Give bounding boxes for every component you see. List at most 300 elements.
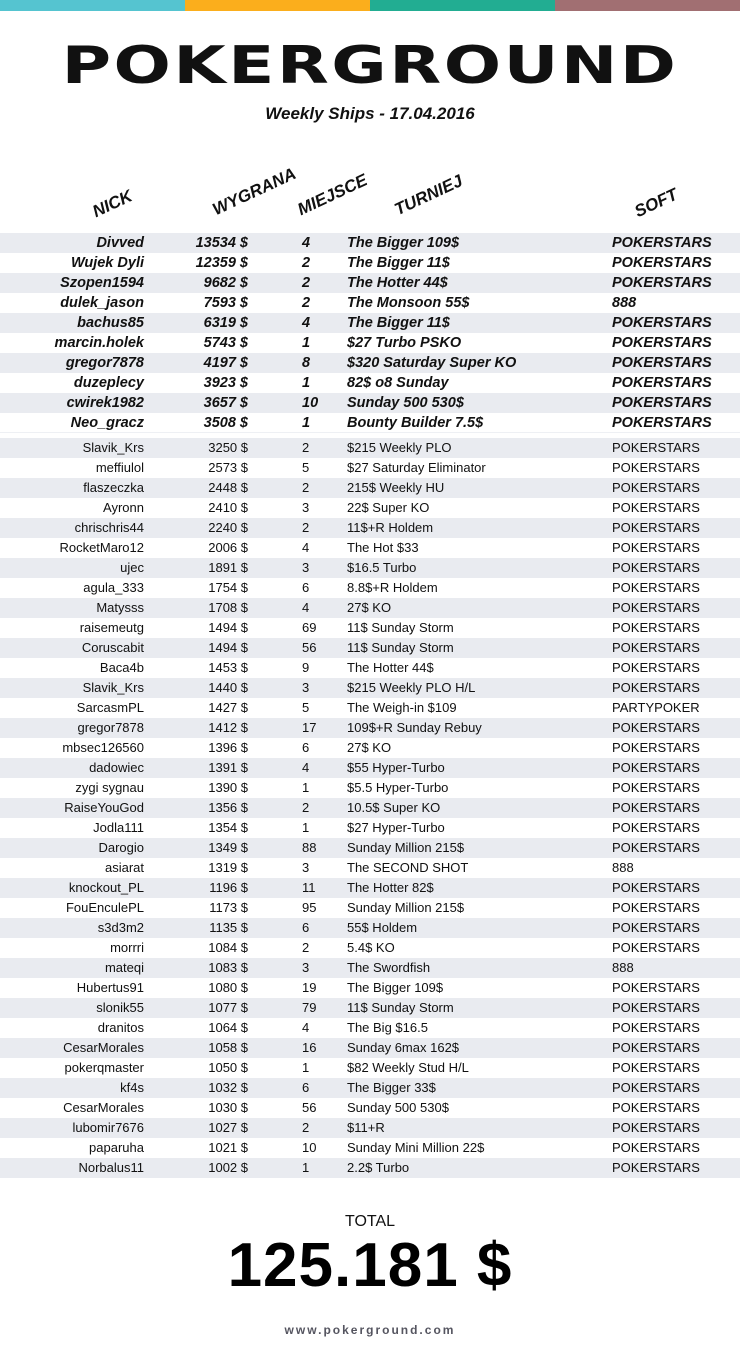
cell-nick: lubomir7676 — [72, 1120, 144, 1135]
cell-nick: agula_333 — [83, 580, 144, 595]
cell-winnings: 1135 $ — [209, 920, 248, 935]
cell-software: POKERSTARS — [612, 500, 700, 515]
cell-tournament: The Bigger 33$ — [347, 1080, 436, 1095]
cell-nick: CesarMorales — [63, 1100, 144, 1115]
cell-nick: Wujek Dyli — [70, 255, 144, 271]
cell-place: 56 — [302, 1100, 317, 1115]
cell-software: POKERSTARS — [612, 760, 700, 775]
table-row — [0, 253, 740, 273]
cell-tournament: 27$ KO — [347, 600, 392, 615]
cell-winnings: 12359 $ — [195, 255, 248, 271]
cell-winnings: 1050 $ — [208, 1060, 248, 1075]
cell-software: POKERSTARS — [612, 720, 700, 735]
cell-place: 4 — [302, 760, 310, 775]
cell-software: POKERSTARS — [612, 1140, 700, 1155]
cell-tournament: 8.8$+R Holdem — [347, 580, 438, 595]
cell-software: POKERSTARS — [612, 415, 712, 431]
cell-tournament: 27$ KO — [347, 740, 392, 755]
cell-winnings: 1754 $ — [208, 580, 248, 595]
table-row — [0, 658, 740, 678]
table-row — [0, 1018, 740, 1038]
cell-place: 1 — [302, 335, 311, 351]
cell-tournament: The Hotter 44$ — [347, 660, 434, 675]
cell-tournament: Sunday 500 530$ — [347, 395, 464, 411]
cell-nick: s3d3m2 — [97, 920, 144, 935]
cell-tournament: 11$ Sunday Storm — [347, 1000, 454, 1015]
color-stripe-bar — [0, 0, 740, 11]
cell-tournament: The Bigger 11$ — [347, 255, 450, 271]
column-header-turniej: TURNIEJ — [391, 171, 466, 220]
cell-software: POKERSTARS — [612, 1040, 700, 1055]
cell-software: POKERSTARS — [612, 1060, 700, 1075]
cell-tournament: Sunday Million 215$ — [347, 900, 465, 915]
table-row — [0, 458, 740, 478]
cell-place: 2 — [302, 295, 311, 311]
cell-winnings: 1396 $ — [208, 740, 248, 755]
cell-winnings: 1356 $ — [208, 800, 248, 815]
table-row — [0, 998, 740, 1018]
cell-winnings: 1080 $ — [208, 980, 248, 995]
table-row — [0, 1038, 740, 1058]
cell-place: 6 — [302, 1080, 310, 1095]
cell-software: POKERSTARS — [612, 395, 712, 411]
cell-tournament: 215$ Weekly HU — [347, 480, 445, 495]
cell-software: POKERSTARS — [612, 1100, 700, 1115]
cell-winnings: 1494 $ — [208, 620, 248, 635]
cell-nick: chrischris44 — [74, 520, 144, 535]
cell-tournament: $27 Saturday Eliminator — [347, 460, 486, 475]
cell-software: PARTYPOKER — [612, 700, 700, 715]
cell-nick: Matysss — [96, 600, 144, 615]
cell-place: 2 — [302, 1120, 310, 1135]
cell-software: POKERSTARS — [612, 640, 700, 655]
cell-place: 2 — [302, 255, 311, 271]
cell-winnings: 2410 $ — [208, 500, 248, 515]
stripe-segment-2 — [185, 0, 370, 11]
column-header-wygrana: WYGRANA — [209, 163, 299, 220]
cell-software: 888 — [612, 860, 634, 875]
cell-place: 9 — [302, 660, 310, 675]
cell-tournament: 5.4$ KO — [347, 940, 395, 955]
cell-nick: knockout_PL — [68, 880, 144, 895]
cell-software: POKERSTARS — [612, 480, 700, 495]
cell-nick: Slavik_Krs — [82, 440, 144, 455]
cell-software: POKERSTARS — [612, 520, 700, 535]
cell-nick: Darogio — [98, 840, 144, 855]
cell-software: POKERSTARS — [612, 275, 712, 291]
cell-tournament: The SECOND SHOT — [347, 860, 469, 875]
cell-nick: gregor7878 — [77, 720, 144, 735]
cell-tournament: 82$ o8 Sunday — [347, 375, 449, 391]
cell-winnings: 1453 $ — [208, 660, 248, 675]
cell-tournament: The Bigger 109$ — [347, 235, 460, 251]
cell-place: 56 — [302, 640, 317, 655]
table-row — [0, 1078, 740, 1098]
cell-tournament: Sunday 6max 162$ — [347, 1040, 460, 1055]
cell-winnings: 3508 $ — [203, 415, 248, 431]
cell-place: 19 — [302, 980, 317, 995]
cell-place: 3 — [302, 680, 310, 695]
table-row — [0, 1138, 740, 1158]
table-row — [0, 293, 740, 313]
cell-winnings: 1002 $ — [208, 1160, 248, 1175]
cell-place: 5 — [302, 700, 310, 715]
table-row — [0, 758, 740, 778]
cell-tournament: $55 Hyper-Turbo — [347, 760, 445, 775]
cell-winnings: 1349 $ — [208, 840, 248, 855]
pokerground-logo: POKERGROUND — [61, 35, 679, 96]
cell-nick: meffiulol — [95, 460, 144, 475]
table-row — [0, 413, 740, 433]
cell-nick: SarcasmPL — [76, 700, 144, 715]
cell-software: POKERSTARS — [612, 375, 712, 391]
cell-place: 17 — [302, 720, 317, 735]
table-row — [0, 538, 740, 558]
cell-tournament: 2.2$ Turbo — [347, 1160, 410, 1175]
cell-tournament: The Monsoon 55$ — [347, 295, 470, 311]
table-row — [0, 578, 740, 598]
cell-winnings: 2448 $ — [208, 480, 248, 495]
cell-tournament: 22$ Super KO — [347, 500, 430, 515]
table-row — [0, 698, 740, 718]
cell-winnings: 4197 $ — [203, 355, 248, 371]
cell-place: 88 — [302, 840, 317, 855]
table-row — [0, 393, 740, 413]
cell-winnings: 1196 $ — [209, 880, 248, 895]
cell-nick: RaiseYouGod — [64, 800, 144, 815]
cell-tournament: $82 Weekly Stud H/L — [347, 1060, 469, 1075]
stripe-segment-1 — [0, 0, 185, 11]
cell-software: POKERSTARS — [612, 580, 700, 595]
cell-winnings: 1021 $ — [208, 1140, 248, 1155]
cell-place: 6 — [302, 580, 310, 595]
cell-nick: Divved — [96, 235, 144, 251]
table-row — [0, 353, 740, 373]
cell-place: 10 — [302, 395, 319, 411]
cell-winnings: 1390 $ — [208, 780, 248, 795]
table-row — [0, 798, 740, 818]
section-divider — [0, 432, 740, 433]
table-row — [0, 818, 740, 838]
cell-nick: asiarat — [104, 860, 144, 875]
cell-nick: Szopen1594 — [60, 275, 144, 291]
cell-nick: pokerqmaster — [64, 1060, 144, 1075]
cell-nick: paparuha — [89, 1140, 144, 1155]
cell-nick: ujec — [120, 560, 144, 575]
cell-winnings: 1391 $ — [208, 760, 248, 775]
table-row — [0, 498, 740, 518]
cell-tournament: The Weigh-in $109 — [347, 700, 457, 715]
total-label: TOTAL — [344, 1213, 396, 1230]
cell-tournament: 55$ Holdem — [347, 920, 418, 935]
cell-software: POKERSTARS — [612, 820, 700, 835]
table-row — [0, 778, 740, 798]
table-row — [0, 958, 740, 978]
cell-nick: raisemeutg — [79, 620, 144, 635]
cell-place: 1 — [302, 375, 311, 391]
cell-nick: marcin.holek — [54, 335, 144, 351]
cell-place: 1 — [302, 1160, 310, 1175]
cell-place: 5 — [302, 460, 310, 475]
cell-software: POKERSTARS — [612, 880, 700, 895]
table-row — [0, 898, 740, 918]
cell-winnings: 2006 $ — [208, 540, 248, 555]
table-row — [0, 598, 740, 618]
cell-nick: slonik55 — [96, 1000, 144, 1015]
cell-place: 79 — [302, 1000, 317, 1015]
cell-software: POKERSTARS — [612, 780, 700, 795]
cell-winnings: 1173 $ — [209, 900, 248, 915]
cell-software: 888 — [612, 295, 637, 311]
table-row — [0, 438, 740, 458]
table-row — [0, 273, 740, 293]
cell-nick: Baca4b — [99, 660, 144, 675]
cell-nick: morrri — [110, 940, 144, 955]
cell-nick: zygi sygnau — [75, 780, 144, 795]
total-value: 125.181 $ — [227, 1231, 513, 1300]
cell-winnings: 3923 $ — [203, 375, 248, 391]
table-row — [0, 838, 740, 858]
cell-place: 3 — [302, 500, 310, 515]
cell-nick: Coruscabit — [81, 640, 144, 655]
cell-software: POKERSTARS — [612, 355, 712, 371]
cell-place: 6 — [302, 740, 310, 755]
cell-software: POKERSTARS — [612, 740, 700, 755]
cell-winnings: 1027 $ — [208, 1120, 248, 1135]
cell-software: POKERSTARS — [612, 255, 712, 271]
cell-place: 4 — [302, 1020, 310, 1035]
cell-nick: mbsec126560 — [62, 740, 144, 755]
cell-winnings: 1077 $ — [208, 1000, 248, 1015]
column-header-soft: SOFT — [631, 184, 681, 222]
cell-nick: RocketMaro12 — [59, 540, 144, 555]
cell-software: POKERSTARS — [612, 600, 700, 615]
table-row — [0, 558, 740, 578]
table-row — [0, 233, 740, 253]
cell-place: 4 — [302, 235, 311, 251]
cell-software: POKERSTARS — [612, 460, 700, 475]
cell-winnings: 1319 $ — [208, 860, 248, 875]
cell-place: 6 — [302, 920, 310, 935]
cell-software: POKERSTARS — [612, 900, 700, 915]
cell-place: 2 — [302, 440, 310, 455]
table-row — [0, 373, 740, 393]
table-row — [0, 1098, 740, 1118]
cell-place: 2 — [302, 275, 311, 291]
cell-tournament: $215 Weekly PLO H/L — [347, 680, 476, 695]
table-row — [0, 638, 740, 658]
cell-place: 1 — [302, 820, 310, 835]
cell-tournament: The Bigger 11$ — [347, 315, 450, 331]
cell-place: 4 — [302, 540, 310, 555]
table-row — [0, 858, 740, 878]
cell-place: 2 — [302, 800, 310, 815]
cell-nick: FouEnculePL — [65, 900, 144, 915]
table-row — [0, 878, 740, 898]
table-row — [0, 1158, 740, 1178]
cell-place: 3 — [302, 960, 310, 975]
cell-nick: bachus85 — [77, 315, 144, 331]
cell-nick: CesarMorales — [63, 1040, 144, 1055]
cell-place: 4 — [302, 315, 311, 331]
cell-winnings: 1412 $ — [208, 720, 248, 735]
cell-nick: gregor7878 — [65, 355, 144, 371]
cell-software: POKERSTARS — [612, 940, 700, 955]
cell-software: POKERSTARS — [612, 560, 700, 575]
cell-software: 888 — [612, 960, 634, 975]
cell-winnings: 1030 $ — [208, 1100, 248, 1115]
cell-tournament: Sunday Million 215$ — [347, 840, 465, 855]
cell-tournament: $215 Weekly PLO — [347, 440, 452, 455]
cell-nick: dulek_jason — [60, 295, 144, 311]
cell-nick: mateqi — [104, 960, 144, 975]
table-row — [0, 518, 740, 538]
cell-place: 2 — [302, 480, 310, 495]
cell-nick: cwirek1982 — [66, 395, 144, 411]
cell-tournament: 109$+R Sunday Rebuy — [347, 720, 482, 735]
cell-tournament: The Hotter 82$ — [347, 880, 434, 895]
cell-place: 95 — [302, 900, 317, 915]
cell-nick: Slavik_Krs — [82, 680, 144, 695]
cell-nick: dranitos — [97, 1020, 144, 1035]
cell-tournament: The Hot $33 — [347, 540, 419, 555]
cell-winnings: 1427 $ — [208, 700, 248, 715]
cell-tournament: $27 Hyper-Turbo — [347, 820, 445, 835]
cell-winnings: 3250 $ — [208, 440, 248, 455]
cell-tournament: 10.5$ Super KO — [347, 800, 441, 815]
cell-place: 2 — [302, 520, 310, 535]
cell-winnings: 1083 $ — [208, 960, 248, 975]
stripe-segment-4 — [555, 0, 740, 11]
cell-winnings: 1058 $ — [208, 1040, 248, 1055]
cell-software: POKERSTARS — [612, 920, 700, 935]
table-row — [0, 718, 740, 738]
cell-winnings: 3657 $ — [203, 395, 248, 411]
column-header-miejsce: MIEJSCE — [294, 170, 371, 220]
table-row — [0, 918, 740, 938]
cell-software: POKERSTARS — [612, 660, 700, 675]
cell-nick: Hubertus91 — [76, 980, 144, 995]
cell-winnings: 1494 $ — [208, 640, 248, 655]
cell-tournament: Sunday Mini Million 22$ — [347, 1140, 485, 1155]
cell-place: 8 — [302, 355, 311, 371]
cell-software: POKERSTARS — [612, 620, 700, 635]
cell-place: 1 — [302, 415, 311, 431]
cell-software: POKERSTARS — [612, 440, 700, 455]
cell-place: 69 — [302, 620, 317, 635]
cell-place: 1 — [302, 780, 310, 795]
cell-winnings: 9682 $ — [203, 275, 248, 291]
cell-place: 16 — [302, 1040, 317, 1055]
column-header-nick: NICK — [89, 186, 136, 222]
cell-nick: Neo_gracz — [70, 415, 144, 431]
cell-winnings: 2573 $ — [208, 460, 248, 475]
cell-software: POKERSTARS — [612, 800, 700, 815]
cell-tournament: $11+R — [347, 1120, 385, 1135]
cell-tournament: 11$+R Holdem — [347, 520, 434, 535]
cell-tournament: 11$ Sunday Storm — [347, 620, 454, 635]
cell-software: POKERSTARS — [612, 1160, 700, 1175]
cell-winnings: 1064 $ — [208, 1020, 248, 1035]
cell-software: POKERSTARS — [612, 1080, 700, 1095]
stripe-segment-3 — [370, 0, 555, 11]
cell-tournament: $16.5 Turbo — [347, 560, 417, 575]
cell-nick: duzeplecy — [73, 375, 144, 391]
table-row — [0, 313, 740, 333]
cell-winnings: 6319 $ — [203, 315, 248, 331]
cell-software: POKERSTARS — [612, 840, 700, 855]
cell-winnings: 13534 $ — [195, 235, 248, 251]
table-row — [0, 478, 740, 498]
cell-software: POKERSTARS — [612, 235, 712, 251]
website-link[interactable]: www.pokerground.com — [284, 1323, 456, 1337]
cell-nick: dadowiec — [89, 760, 144, 775]
cell-tournament: 11$ Sunday Storm — [347, 640, 454, 655]
cell-place: 2 — [302, 940, 310, 955]
cell-software: POKERSTARS — [612, 680, 700, 695]
cell-place: 3 — [302, 860, 310, 875]
featured-table — [0, 233, 740, 433]
cell-software: POKERSTARS — [612, 315, 712, 331]
cell-software: POKERSTARS — [612, 335, 712, 351]
cell-software: POKERSTARS — [612, 1020, 700, 1035]
cell-nick: Jodla111 — [93, 820, 144, 835]
cell-software: POKERSTARS — [612, 1120, 700, 1135]
table-row — [0, 678, 740, 698]
cell-tournament: $5.5 Hyper-Turbo — [347, 780, 449, 795]
table-row — [0, 938, 740, 958]
cell-tournament: The Hotter 44$ — [347, 275, 448, 291]
cell-nick: flaszeczka — [83, 480, 144, 495]
cell-winnings: 7593 $ — [203, 295, 248, 311]
cell-tournament: $320 Saturday Super KO — [347, 355, 517, 371]
cell-tournament: Bounty Builder 7.5$ — [347, 415, 484, 431]
cell-tournament: $27 Turbo PSKO — [347, 335, 462, 351]
cell-place: 1 — [302, 1060, 310, 1075]
page-subtitle: Weekly Ships - 17.04.2016 — [265, 104, 475, 123]
cell-nick: kf4s — [120, 1080, 144, 1095]
cell-nick: Norbalus11 — [78, 1160, 144, 1175]
cell-software: POKERSTARS — [612, 540, 700, 555]
table-row — [0, 333, 740, 353]
cell-place: 11 — [302, 880, 316, 895]
cell-tournament: Sunday 500 530$ — [347, 1100, 449, 1115]
cell-winnings: 1891 $ — [208, 560, 248, 575]
cell-place: 10 — [302, 1140, 317, 1155]
cell-winnings: 1708 $ — [208, 600, 248, 615]
cell-place: 4 — [302, 600, 310, 615]
cell-winnings: 5743 $ — [203, 335, 248, 351]
table-row — [0, 1118, 740, 1138]
cell-winnings: 1354 $ — [208, 820, 248, 835]
cell-winnings: 1032 $ — [208, 1080, 248, 1095]
table-row — [0, 738, 740, 758]
cell-nick: Ayronn — [103, 500, 144, 515]
cell-winnings: 1084 $ — [208, 940, 248, 955]
cell-software: POKERSTARS — [612, 980, 700, 995]
cell-winnings: 2240 $ — [208, 520, 248, 535]
results-table — [0, 438, 740, 1178]
table-row — [0, 978, 740, 998]
cell-tournament: The Bigger 109$ — [347, 980, 444, 995]
cell-winnings: 1440 $ — [208, 680, 248, 695]
cell-tournament: The Swordfish — [347, 960, 431, 975]
cell-place: 3 — [302, 560, 310, 575]
cell-software: POKERSTARS — [612, 1000, 700, 1015]
table-row — [0, 1058, 740, 1078]
cell-tournament: The Big $16.5 — [347, 1020, 428, 1035]
table-row — [0, 618, 740, 638]
